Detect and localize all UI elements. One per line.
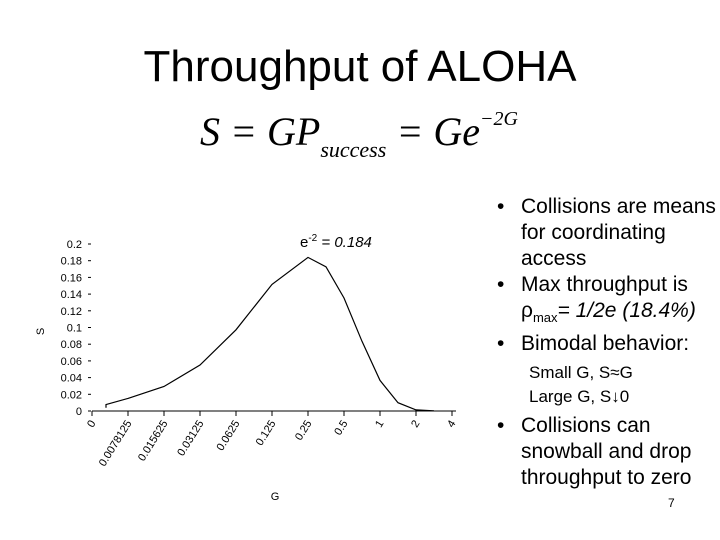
throughput-chart (30, 225, 460, 515)
bullet-item (495, 194, 717, 272)
bullet-text: Collisions can snowball and drop throughput to zero (521, 414, 692, 490)
y-tick-label: 0.02 (60, 389, 82, 402)
formula-gp: GP (267, 109, 321, 154)
bullet-dot: • (497, 414, 505, 438)
formula-subscript: success (320, 137, 387, 162)
bullet-dot: • (497, 195, 505, 218)
y-tick-label: 0 (75, 406, 82, 418)
bullet-dot: • (497, 273, 505, 296)
bullet-text: Bimodal behavior: (521, 332, 690, 356)
x-axis-label: G (270, 491, 280, 503)
bullet-dot: • (497, 332, 505, 356)
sub-item: Large G, S↓0 (529, 387, 630, 407)
throughput-formula (200, 108, 518, 162)
x-tick-label: 0.25 (293, 418, 315, 443)
formula-equals-1: = (230, 109, 257, 154)
bullet-item (495, 331, 717, 357)
y-tick-label: 0.08 (60, 339, 82, 352)
y-tick-label: 0.14 (60, 289, 82, 302)
max-annotation (300, 233, 372, 251)
x-tick-label: 0.5 (332, 418, 351, 438)
y-tick-label: 0.04 (60, 372, 82, 385)
throughput-curve (106, 257, 434, 411)
y-tick-label: 0.18 (60, 255, 82, 268)
x-tick-label: 0.125 (253, 418, 279, 448)
x-tick-label: 0.0078125 (96, 418, 135, 469)
formula-superscript: −2G (479, 108, 518, 130)
y-tick-label: 0.2 (66, 239, 82, 251)
rho-symbol: ρ (521, 299, 533, 322)
annotation-value: = 0.184 (317, 234, 372, 251)
x-tick-label: 0.0625 (214, 418, 243, 454)
annotation-exponent: -2 (308, 233, 318, 244)
x-tick-label: 0 (85, 418, 99, 430)
annotation-base: e (300, 234, 309, 251)
bullet-prefix: Max throughput is (521, 273, 688, 296)
y-axis-label: S (35, 327, 47, 336)
x-tick-label: 0.015625 (136, 418, 171, 464)
bullet-item (495, 413, 717, 491)
page-number: 7 (668, 496, 675, 510)
formula-equals-2: = (396, 109, 424, 154)
bullet-suffix: = 1/2e (18.4%) (557, 299, 696, 322)
bullet-text: Collisions are means for coordinating access (521, 195, 716, 270)
formula-lhs: S (200, 109, 220, 154)
x-tick-label: 4 (445, 418, 459, 430)
x-tick-label: 2 (409, 418, 423, 430)
y-tick-label: 0.1 (66, 322, 82, 335)
bullet-list (495, 194, 717, 491)
formula-ge: Ge (433, 109, 480, 154)
rho-subscript: max (532, 310, 558, 326)
slide-title: Throughput of ALOHA (143, 42, 577, 91)
sub-item: Small G, S≈G (529, 363, 633, 383)
y-tick-label: 0.06 (60, 355, 82, 368)
x-tick-label: 1 (373, 418, 387, 430)
x-tick-label: 0.03125 (175, 418, 207, 459)
bullet-item (495, 272, 717, 331)
y-tick-label: 0.16 (60, 272, 82, 285)
y-tick-label: 0.12 (60, 305, 82, 318)
